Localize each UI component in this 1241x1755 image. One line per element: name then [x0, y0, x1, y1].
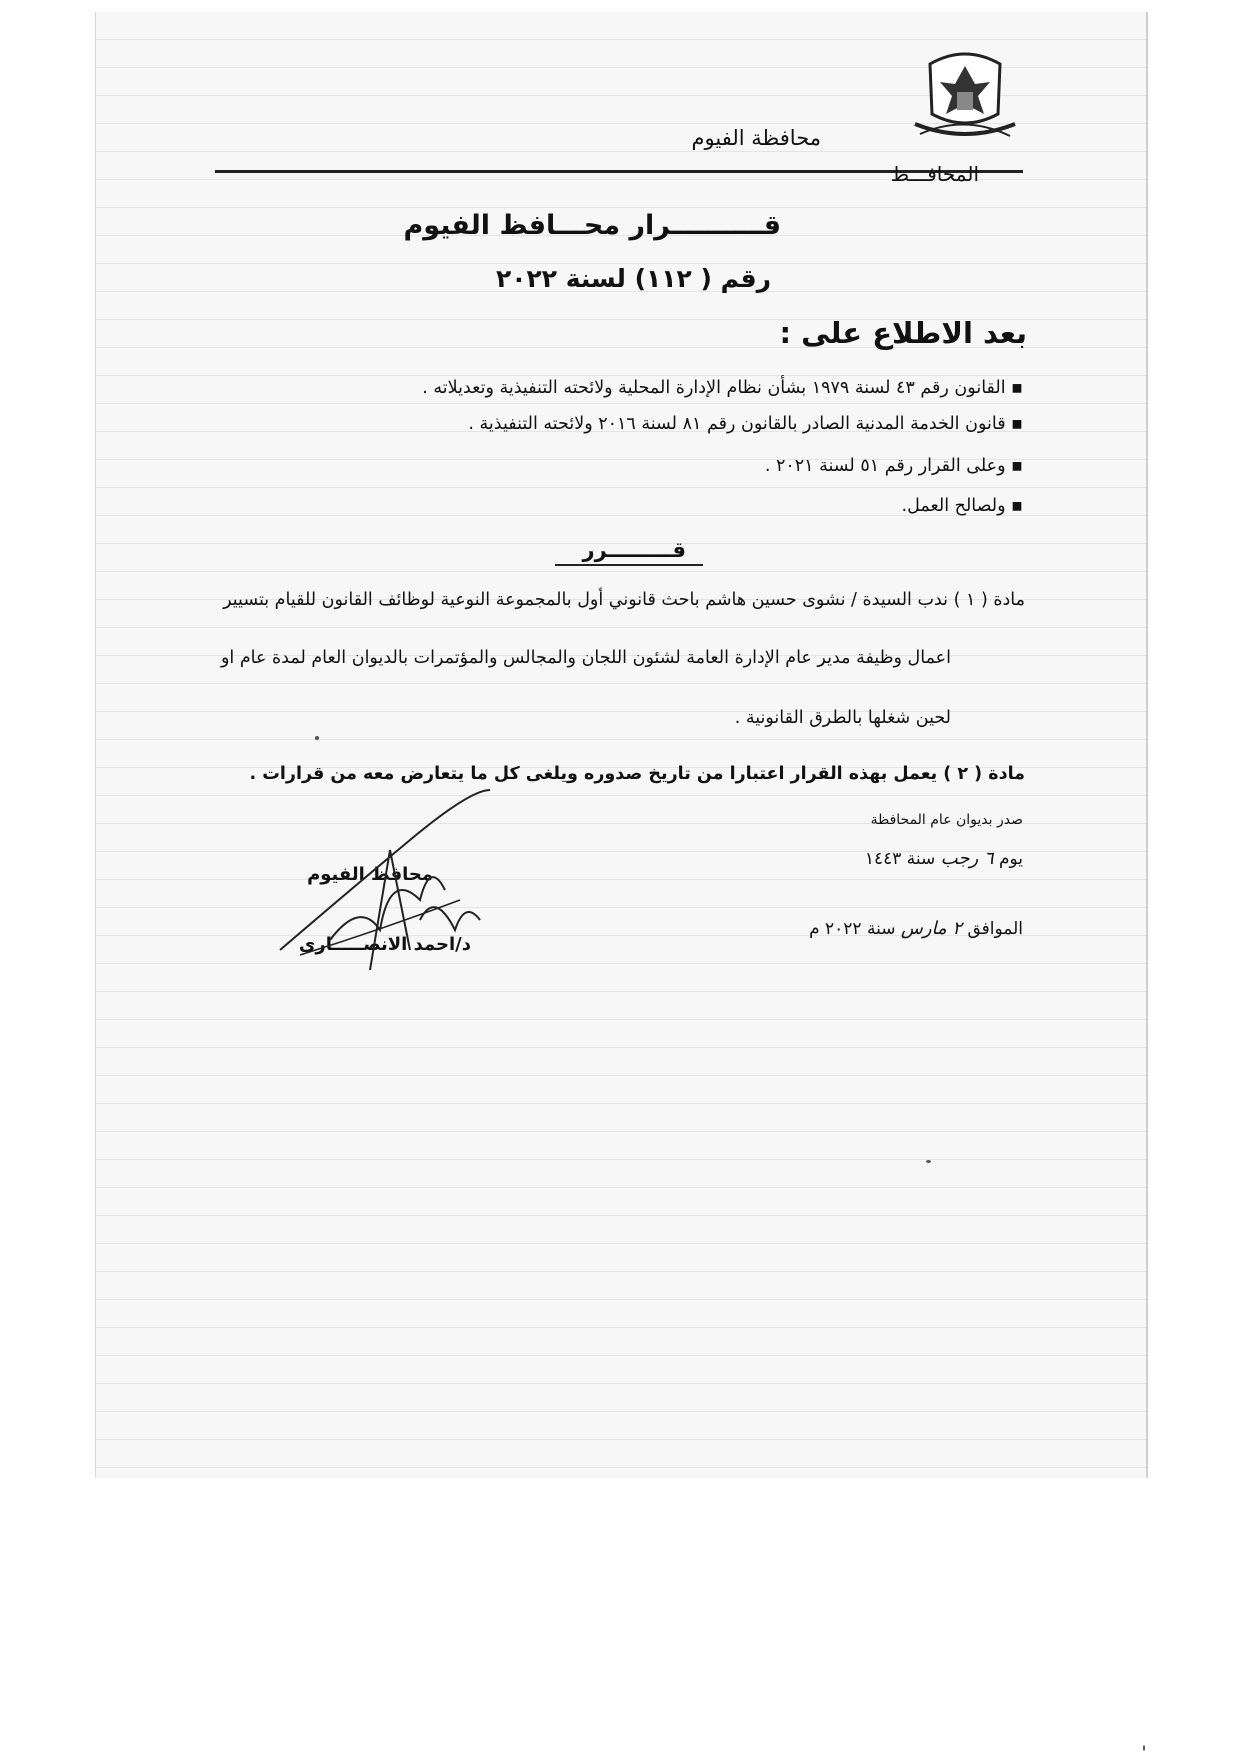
decree-number: رقم ( ١١٢) لسنة ٢٠٢٢	[495, 264, 771, 293]
corresponding-label: الموافق	[967, 919, 1023, 939]
gregorian-year: سنة ٢٠٢٢ م	[809, 919, 896, 939]
hijri-year: سنة ١٤٤٣	[864, 849, 936, 869]
decides-underline	[555, 564, 703, 566]
article-1-line: مادة ( ١ ) ندب السيدة / نشوى حسين هاشم باحث قانوني أول بالمجموعة النوعية لوظائف القانون للقيام بتسيير	[223, 590, 1025, 610]
eagle-emblem-icon	[910, 44, 1020, 144]
recital-item: ▪ القانون رقم ٤٣ لسنة ١٩٧٩ بشأن نظام الإدارة المحلية ولائحته التنفيذية وتعديلاته .	[422, 378, 1023, 398]
signatory-title: محافظ الفيوم	[307, 864, 433, 885]
scan-speck	[1143, 1745, 1145, 1751]
article-1-line: اعمال وظيفة مدير عام الإدارة العامة لشئون اللجان والمجالس والمؤتمرات بالديوان العام لمدة عام او	[220, 648, 951, 668]
day-label: يوم	[998, 849, 1023, 869]
header-governor-label: المحافـــظ	[890, 162, 979, 186]
sheet-edge	[95, 12, 96, 1478]
header-org: محافظة الفيوم	[691, 126, 821, 150]
hijri-date-line	[865, 848, 1023, 869]
decree-title: قــــــــــرار محـــافظ الفيوم	[403, 210, 781, 241]
article-1-line: لحين شغلها بالطرق القانونية .	[734, 708, 951, 728]
recital-item: ▪ وعلى القرار رقم ٥١ لسنة ٢٠٢١ .	[764, 456, 1023, 476]
handwritten-day: ٦ رجب	[940, 848, 994, 869]
decides-heading: قـــــــــرر	[582, 538, 686, 562]
signatory-name: د/احمد الانصـــــارى	[298, 934, 471, 955]
handwritten-date: ٢ مارس	[900, 918, 963, 939]
sheet-edge	[1146, 12, 1148, 1478]
article-2: مادة ( ٢ ) يعمل بهذه القرار اعتبارا من تاريخ صدوره ويلغى كل ما يتعارض معه من قرارات .	[249, 764, 1025, 784]
scan-speck	[926, 1160, 931, 1163]
scan-speck	[315, 736, 319, 740]
gregorian-date-line	[809, 918, 1023, 939]
intro-heading: بعد الاطلاع على :	[779, 316, 1027, 350]
recital-item: ▪ قانون الخدمة المدنية الصادر بالقانون رقم ٨١ لسنة ٢٠١٦ ولائحته التنفيذية .	[468, 414, 1023, 434]
recital-item: ▪ ولصالح العمل.	[901, 496, 1023, 516]
handwritten-signature	[270, 780, 500, 980]
issued-at: صدر بديوان عام المحافظة	[870, 812, 1023, 828]
